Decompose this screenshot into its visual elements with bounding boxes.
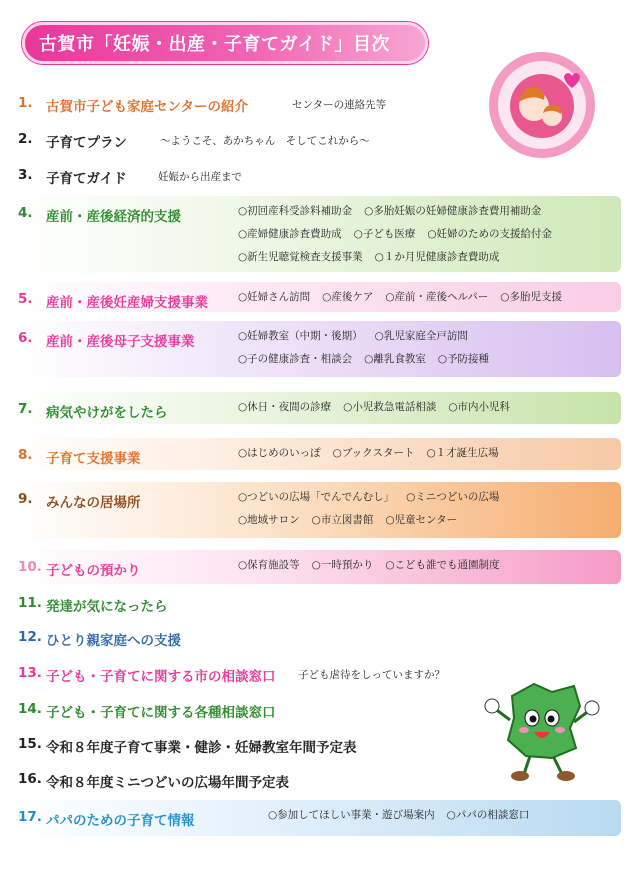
toc-entry[interactable] <box>18 809 195 829</box>
sub-item[interactable]: ○妊婦のための支援給付金 <box>427 228 553 240</box>
entry-title: 発達が気になったら <box>46 599 168 615</box>
entry-number: 7. <box>18 401 33 417</box>
sub-item[interactable]: ○妊婦さん訪問 <box>238 291 311 303</box>
entry-sub-items <box>238 485 511 531</box>
toc-entry[interactable] <box>18 701 276 721</box>
sub-item-line <box>238 199 564 222</box>
sub-item[interactable]: ○多胎妊娠の妊婦健康診査費用補助金 <box>364 205 542 217</box>
entry-sub-items <box>238 285 574 308</box>
entry-title: 病気やけがをしたら <box>46 405 168 421</box>
entry-title: 子育てガイド <box>46 171 127 187</box>
entry-number: 2. <box>18 131 33 147</box>
sub-item[interactable]: ○小児救急電話相談 <box>343 401 437 413</box>
entry-number: 16. <box>18 771 42 787</box>
toc-entry[interactable] <box>18 131 127 151</box>
entry-sub-items <box>268 803 541 826</box>
entry-number: 8. <box>18 447 33 463</box>
entry-title: 子育てプラン <box>46 135 127 151</box>
entry-number: 12. <box>18 629 42 645</box>
sub-item[interactable]: ○地域サロン <box>238 514 300 526</box>
sub-item[interactable]: ○産婦健康診査費助成 <box>238 228 342 240</box>
sub-item[interactable]: ○新生児聴覚検査支援事業 <box>238 251 363 263</box>
entry-title: 古賀市子ども家庭センターの紹介 <box>46 99 248 115</box>
sub-item-line <box>238 324 501 347</box>
entry-note: 妊娠から出産まで <box>158 171 242 183</box>
entry-title: パパのための子育て情報 <box>46 813 195 829</box>
entry-sub-items <box>238 441 511 464</box>
sub-item[interactable]: ○市内小児科 <box>448 401 511 413</box>
entry-sub-items <box>238 553 512 576</box>
toc-entry[interactable] <box>18 736 357 756</box>
sub-item-line <box>268 803 541 826</box>
entry-title: 産前・産後妊産婦支援事業 <box>46 295 208 311</box>
entry-note: センターの連絡先等 <box>292 99 387 111</box>
sub-item[interactable]: ○休日・夜間の診療 <box>238 401 332 413</box>
entry-number: 1. <box>18 95 33 111</box>
entry-sub-items <box>238 395 522 418</box>
toc-entry[interactable] <box>18 401 168 421</box>
sub-item-line <box>238 222 564 245</box>
entry-number: 3. <box>18 167 33 183</box>
toc-entry[interactable] <box>18 167 127 187</box>
sub-item-line <box>238 245 564 268</box>
page-title: 古賀市「妊娠・出産・子育てガイド」目次 <box>39 34 390 55</box>
mascot-character-image <box>482 678 604 786</box>
toc-entry[interactable] <box>18 291 208 311</box>
entry-number: 9. <box>18 491 33 507</box>
entry-title: ひとり親家庭への支援 <box>46 633 181 649</box>
sub-item[interactable]: ○児童センター <box>385 514 458 526</box>
toc-entry[interactable] <box>18 205 181 225</box>
entry-title: 子ども・子育てに関する各種相談窓口 <box>46 705 276 721</box>
sub-item[interactable]: ○初回産科受診料補助金 <box>238 205 353 217</box>
sub-item[interactable]: ○ブックスタート <box>332 447 415 459</box>
sub-item[interactable]: ○多胎児支援 <box>500 291 562 303</box>
entry-number: 13. <box>18 665 42 681</box>
entry-title: 産前・産後経済的支援 <box>46 209 181 225</box>
toc-entry[interactable] <box>18 491 141 511</box>
toc-entry[interactable] <box>18 665 276 685</box>
sub-item[interactable]: ○産前・産後ヘルパー <box>385 291 489 303</box>
sub-item[interactable]: ○産後ケア <box>322 291 374 303</box>
sub-item[interactable]: ○保育施設等 <box>238 559 300 571</box>
toc-entry[interactable] <box>18 447 141 467</box>
sub-item[interactable]: ○１か月児健康診査費助成 <box>374 251 500 263</box>
kogacity-childcare-logo <box>486 50 598 160</box>
sub-item[interactable]: ○子ども医療 <box>353 228 416 240</box>
entry-number: 15. <box>18 736 42 752</box>
entry-title: 令和８年度子育て事業・健診・妊婦教室年間予定表 <box>46 740 357 756</box>
sub-item-line <box>238 285 574 308</box>
sub-item[interactable]: ○一時預かり <box>311 559 374 571</box>
sub-item[interactable]: ○離乳食教室 <box>364 353 426 365</box>
sub-item[interactable]: ○子の健康診査・相談会 <box>238 353 353 365</box>
sub-item[interactable]: ○予防接種 <box>437 353 490 365</box>
entry-title: 令和８年度ミニつどいの広場年間予定表 <box>46 775 289 791</box>
sub-item-line <box>238 485 511 508</box>
sub-item[interactable]: ○はじめのいっぽ <box>238 447 321 459</box>
sub-item[interactable]: ○ミニつどいの広場 <box>406 491 500 503</box>
sub-item-line <box>238 347 501 370</box>
sub-item-line <box>238 508 511 531</box>
title-banner <box>22 22 428 64</box>
entry-title: 子どもの預かり <box>46 563 141 579</box>
sub-item[interactable]: ○妊婦教室（中期・後期） <box>238 330 363 342</box>
sub-item[interactable]: ○１才誕生広場 <box>426 447 499 459</box>
sub-item-line <box>238 553 512 576</box>
entry-number: 11. <box>18 595 42 611</box>
entry-note: 子ども虐待をしっていますか？ <box>298 669 445 681</box>
sub-item[interactable]: ○参加してほしい事業・遊び場案内 <box>268 809 435 821</box>
entry-number: 10. <box>18 559 42 575</box>
toc-entry[interactable] <box>18 559 141 579</box>
toc-entry[interactable] <box>18 330 195 350</box>
sub-item[interactable]: ○つどいの広場「でんでんむし」 <box>238 491 395 503</box>
sub-item-line <box>238 441 511 464</box>
sub-item[interactable]: ○パパの相談窓口 <box>446 809 530 821</box>
entry-sub-items <box>238 199 564 268</box>
sub-item[interactable]: ○乳児家庭全戸訪問 <box>374 330 468 342</box>
entry-number: 6. <box>18 330 33 346</box>
entry-number: 4. <box>18 205 33 221</box>
entry-title: 子育て支援事業 <box>46 451 141 467</box>
entry-sub-items <box>238 324 501 370</box>
sub-item-line <box>238 395 522 418</box>
sub-item[interactable]: ○市立図書館 <box>311 514 374 526</box>
entry-title: 子ども・子育てに関する市の相談窓口 <box>46 669 276 685</box>
entry-title: みんなの居場所 <box>46 495 141 511</box>
entry-number: 14. <box>18 701 42 717</box>
toc-entry[interactable] <box>18 95 248 115</box>
entry-number: 5. <box>18 291 33 307</box>
entry-title: 産前・産後母子支援事業 <box>46 334 195 350</box>
entry-note: ～ようこそ、あかちゃん そしてこれから～ <box>160 135 370 147</box>
entry-number: 17. <box>18 809 42 825</box>
toc-entry[interactable] <box>18 595 168 615</box>
toc-entry[interactable] <box>18 771 289 791</box>
sub-item[interactable]: ○こども誰でも通園制度 <box>385 559 500 571</box>
toc-entry[interactable] <box>18 629 181 649</box>
